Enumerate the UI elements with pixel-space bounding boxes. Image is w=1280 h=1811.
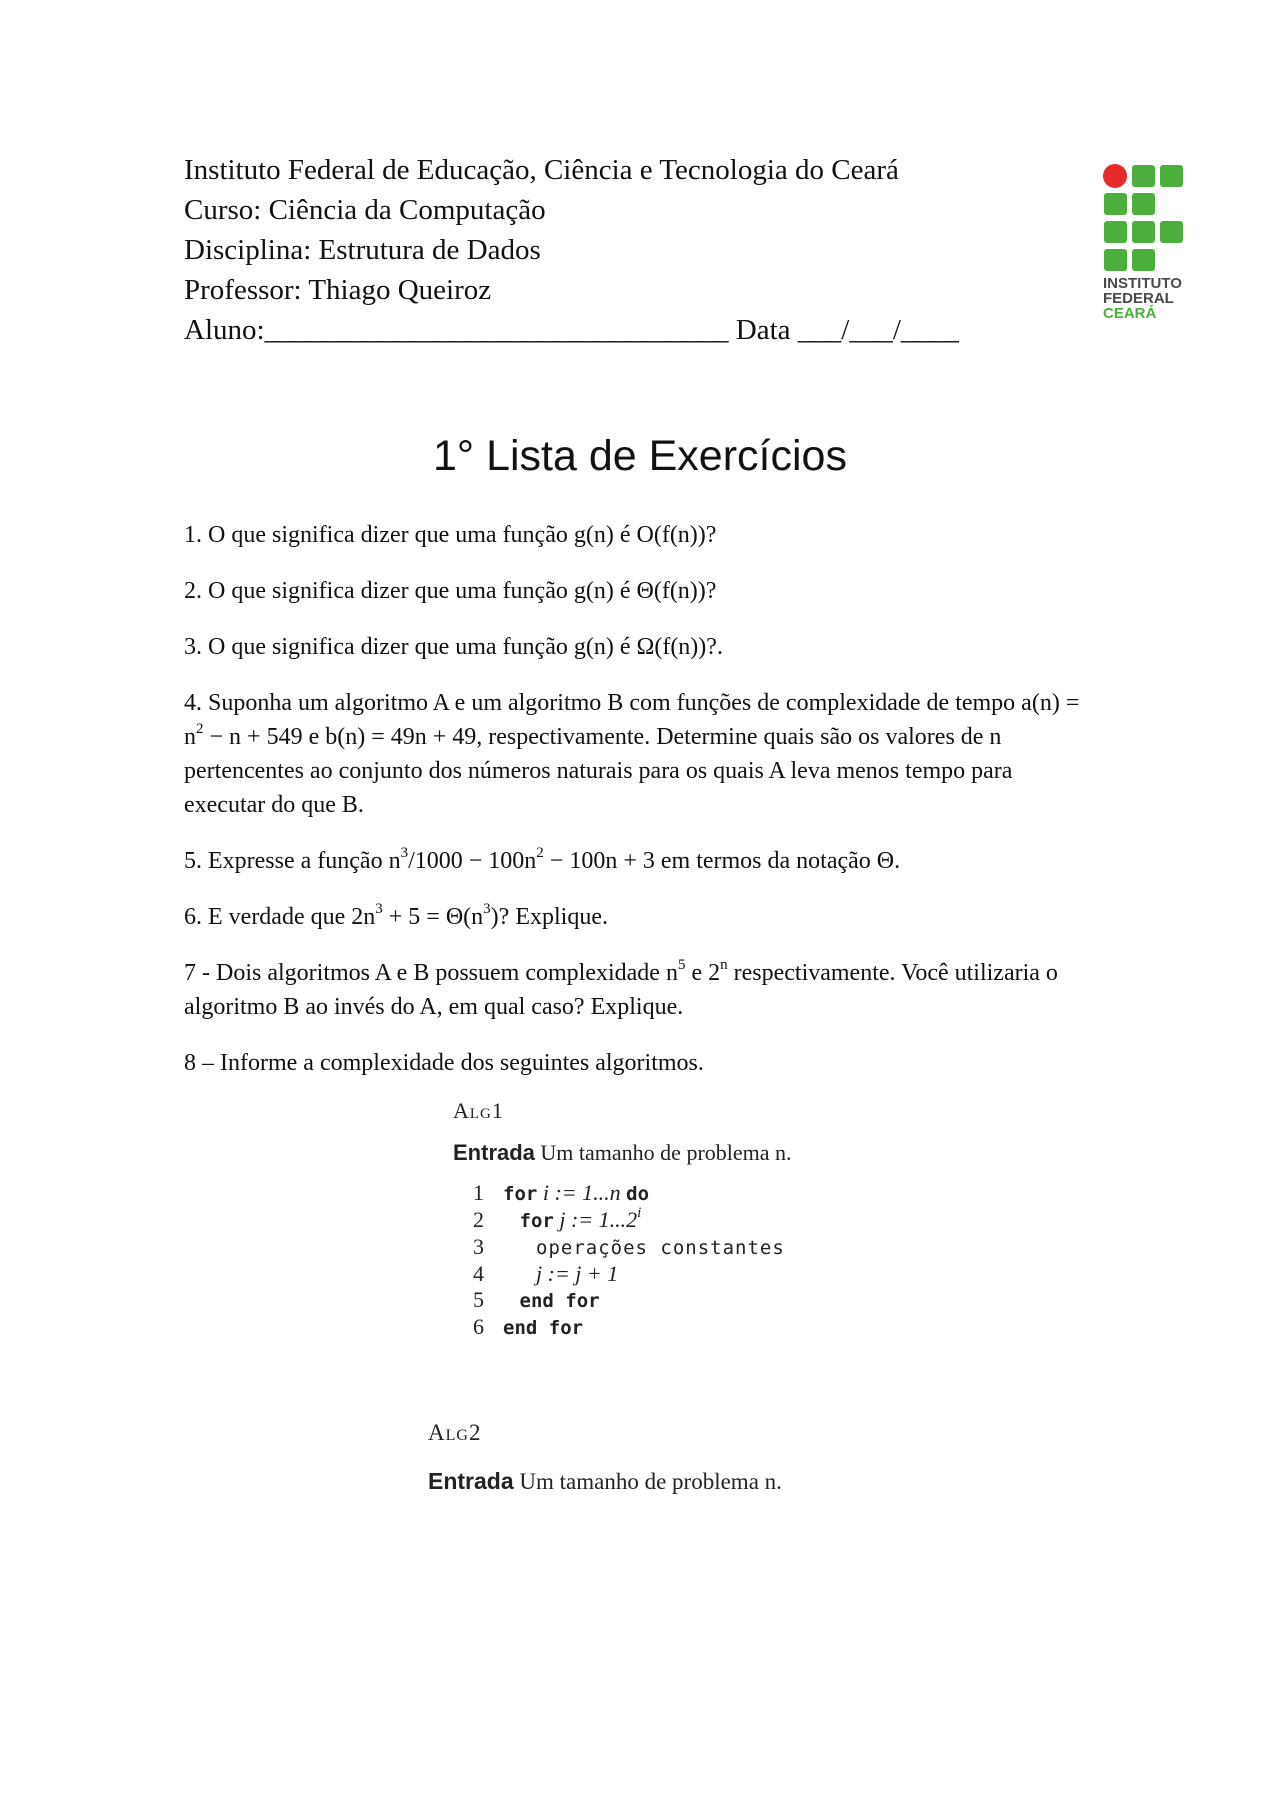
- q5-part-c: − 100n + 3 em termos da notação Θ.: [543, 848, 901, 874]
- alg1-input: [453, 1140, 792, 1166]
- q6-part-c: )? Explique.: [490, 904, 608, 930]
- keyword: end for: [519, 1290, 600, 1312]
- questions-list: [184, 518, 1094, 1102]
- line-number: 6: [473, 1314, 484, 1339]
- header-block: [184, 150, 959, 350]
- question-5: [184, 844, 1094, 878]
- line-number: 3: [473, 1234, 484, 1259]
- indent: [503, 1207, 520, 1232]
- course-line: Curso: Ciência da Computação: [184, 194, 546, 226]
- q5-part-a: 5. Expresse a função n: [184, 848, 401, 874]
- keyword: for: [503, 1183, 538, 1205]
- line-number: 2: [473, 1207, 484, 1232]
- q7-exponent-2: n: [720, 957, 728, 973]
- q7-part-b: e 2: [685, 960, 721, 986]
- q7-part-c: respectivamente. Você utilizaria o algoritmo B ao invés do A, em qual caso? Explique.: [184, 960, 1058, 1020]
- alg1-line-6: [473, 1314, 792, 1341]
- alg1-line-1: [473, 1180, 792, 1207]
- q4-exponent: 2: [196, 721, 204, 737]
- alg2-name: Alg2: [428, 1420, 482, 1445]
- alg2-input: [428, 1468, 782, 1495]
- expression-exponent: i: [637, 1204, 642, 1221]
- q4-part-b: − n + 549 e b(n) = 49n + 49, respectivamente. Determine quais são os valores de n pertencentes ao conjunto dos números naturais para os quais A leva menos tempo para executar do que B.: [184, 724, 1013, 818]
- q5-exponent-1: 3: [400, 845, 409, 861]
- line-number: 1: [473, 1180, 484, 1205]
- question-4: [184, 686, 1094, 822]
- alg1-line-3: [473, 1234, 792, 1261]
- question-3: 3. O que significa dizer que uma função g(n) é Ω(f(n))?.: [184, 634, 723, 660]
- q5-exponent-2: 2: [536, 845, 544, 861]
- page-title: 1° Lista de Exercícios: [433, 432, 847, 480]
- alg1-line-4: [473, 1261, 792, 1287]
- ifce-logo-mark: [1103, 164, 1185, 276]
- discipline-line: Disciplina: Estrutura de Dados: [184, 234, 541, 266]
- keyword: end for: [503, 1317, 584, 1339]
- indent: [503, 1287, 520, 1312]
- q5-part-b: /1000 − 100n: [408, 848, 537, 874]
- keyword: do: [626, 1183, 650, 1205]
- expression: j := j + 1: [536, 1261, 619, 1286]
- statement: operações constantes: [536, 1237, 785, 1259]
- professor-line: Professor: Thiago Queiroz: [184, 274, 492, 306]
- question-2: 2. O que significa dizer que uma função g(n) é Θ(f(n))?: [184, 578, 717, 604]
- alg1-line-2: [473, 1204, 792, 1234]
- q6-exponent-2: 3: [483, 901, 491, 917]
- question-1: 1. O que significa dizer que uma função g(n) é O(f(n))?: [184, 522, 717, 548]
- logo-line-1: INSTITUTO: [1103, 275, 1182, 292]
- expression: j := 1...2: [553, 1207, 638, 1232]
- q6-exponent-1: 3: [375, 901, 383, 917]
- q4-part-a: 4. Suponha um algoritmo A e um algoritmo B com funções de complexidade de tempo a(n) = n: [184, 690, 1080, 750]
- alg2-input-label: Entrada: [428, 1468, 514, 1494]
- indent: [503, 1234, 536, 1259]
- student-date-line: Aluno:________________________________ Data ___/___/____: [184, 314, 959, 346]
- line-number: 5: [473, 1287, 484, 1312]
- algorithm-1: [453, 1098, 792, 1341]
- alg1-input-text: Um tamanho de problema n.: [540, 1140, 792, 1165]
- alg1-line-5: [473, 1287, 792, 1314]
- indent: [503, 1261, 536, 1286]
- q7-exponent-1: 5: [677, 957, 686, 973]
- question-8: 8 – Informe a complexidade dos seguintes algoritmos.: [184, 1050, 704, 1076]
- alg1-input-label: Entrada: [453, 1140, 535, 1165]
- logo-line-2: FEDERAL: [1103, 290, 1174, 307]
- ifce-logo-text: [1103, 276, 1193, 321]
- logo-line-3: CEARÁ: [1103, 305, 1157, 322]
- alg2-input-text: Um tamanho de problema n.: [519, 1469, 782, 1494]
- expression: i := 1...n: [537, 1180, 627, 1205]
- q6-part-b: + 5 = Θ(n: [382, 904, 484, 930]
- keyword: for: [519, 1210, 554, 1232]
- q6-part-a: 6. E verdade que 2n: [184, 904, 376, 930]
- algorithm-2: [428, 1420, 782, 1495]
- q7-part-a: 7 - Dois algoritmos A e B possuem complexidade n: [184, 960, 678, 986]
- institution-line: Instituto Federal de Educação, Ciência e Tecnologia do Ceará: [184, 154, 899, 186]
- line-number: 4: [473, 1261, 484, 1286]
- question-7: [184, 956, 1094, 1024]
- alg1-name: Alg1: [453, 1098, 504, 1123]
- question-6: [184, 900, 1094, 934]
- ifce-logo: [1103, 164, 1193, 321]
- alg1-code: [473, 1180, 792, 1341]
